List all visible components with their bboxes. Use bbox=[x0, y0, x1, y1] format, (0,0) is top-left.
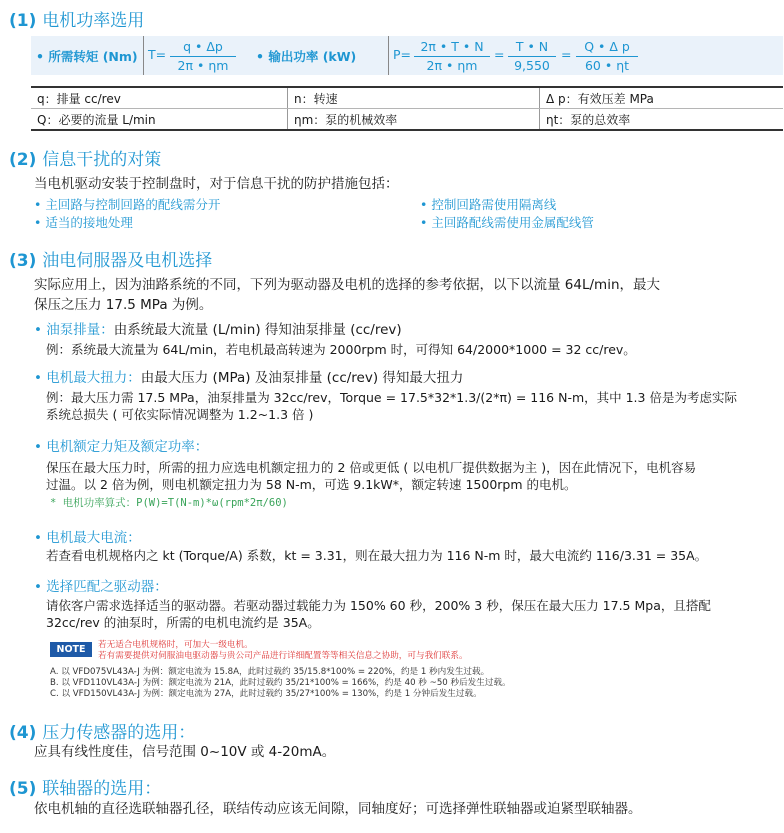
table-cell: q：排量 cc/rev bbox=[31, 87, 288, 109]
example-line: C. 以 VFD150VL43A-J 为例：额定电流为 27A，此时过载约 35/27*100% = 130%，约是 1 分钟后发生过载。 bbox=[50, 689, 482, 699]
table-cell: n：转速 bbox=[288, 87, 540, 109]
list-item-max-torque bbox=[34, 368, 463, 388]
item-heading: • 油泵排量： bbox=[34, 322, 114, 338]
fraction-denominator: 2π • ηm bbox=[414, 56, 490, 75]
bullet-item: • 主回路配线需使用金属配线管 bbox=[420, 215, 594, 230]
table-cell: Q：必要的流量 L/min bbox=[31, 109, 288, 131]
power-formula-eq: P= bbox=[393, 47, 412, 62]
body-text: 若查看电机规格内之 kt (Torque/A) 系数，kt = 3.31，则在最大扭力为 116 N-m 时，最大电流约 116/3.31 = 35A。 bbox=[46, 548, 708, 563]
item-heading: • 选择匹配之驱动器： bbox=[34, 579, 168, 595]
list-item-pump-displacement bbox=[34, 320, 402, 340]
body-text: 过温。以 2 倍为例，则电机额定扭力为 58 N-m，可选 9.1kW*，额定转速 1500rpm 的电机。 bbox=[46, 477, 577, 492]
section-4-heading bbox=[9, 718, 195, 743]
note-text: 若有需要提供对伺服油电驱动器与贵公司产品进行详细配置等等相关信息之协助，可与我们联系。 bbox=[98, 651, 468, 661]
torque-formula-fraction bbox=[170, 38, 236, 75]
example-text: 例：系统最大流量为 64L/min，若电机最高转速为 2000rpm 时，可得知 64/2000*1000 = 32 cc/rev。 bbox=[46, 342, 636, 357]
body-text: 保压在最大压力时，所需的扭力应选电机额定扭力的 2 倍或更低 ( 以电机厂提供数据为主 )，因在此情况下，电机容易 bbox=[46, 460, 697, 475]
variable-table bbox=[31, 86, 783, 131]
item-heading: • 电机最大扭力： bbox=[34, 370, 141, 386]
equals-sign: = bbox=[561, 47, 572, 62]
body-text: 请依客户需求选择适当的驱动器。若驱动器过载能力为 150% 60 秒，200% 3 秒，保压在最大压力 17.5 Mpa，且搭配 bbox=[46, 598, 711, 613]
table-row bbox=[31, 109, 783, 131]
torque-formula-label: • 所需转矩 (Nm) bbox=[36, 49, 138, 64]
power-formula-fraction-2 bbox=[508, 38, 556, 75]
item-heading: • 电机最大电流： bbox=[34, 530, 141, 546]
item-text: 由最大压力 (MPa) 及油泵排量 (cc/rev) 得知最大扭力 bbox=[140, 370, 464, 386]
bullet-item: • 控制回路需使用隔离线 bbox=[420, 197, 557, 212]
example-text: 系统总损失 ( 可依实际情况调整为 1.2~1.3 倍 ) bbox=[46, 407, 314, 422]
fraction-numerator: Q • Δ p bbox=[584, 39, 630, 54]
example-text: 例：最大压力需 17.5 MPa，油泵排量为 32cc/rev，Torque = 17.5*32*1.3/(2*π) = 116 N-m，其中 1.3 倍是为考虑实际 bbox=[46, 390, 737, 405]
fraction-numerator: 2π • T • N bbox=[420, 39, 484, 54]
paragraph: 依电机轴的直径选联轴器孔径，联结传动应该无间隙，同轴度好；可选择弹性联轴器或迫紧型联轴器。 bbox=[34, 801, 642, 817]
fraction-numerator: T • N bbox=[515, 39, 549, 54]
formula-divider bbox=[143, 36, 144, 75]
power-formula-note: * 电机功率算式：P(W)=T(N-m)*ω(rpm*2π/60) bbox=[50, 497, 288, 509]
note-badge: NOTE bbox=[50, 642, 92, 657]
power-formula-label: • 输出功率 (kW) bbox=[256, 49, 357, 64]
example-line: B. 以 VFD110VL43A-J 为例：额定电流为 21A，此时过载约 35/21*100% = 166%，约是 40 秒 ~50 秒后发生过载。 bbox=[50, 678, 511, 688]
fraction-denominator: 60 • ηt bbox=[576, 56, 638, 75]
body-text: 32cc/rev 的油泵时，所需的电机电流约是 35A。 bbox=[46, 615, 320, 630]
power-formula-fraction-1 bbox=[414, 38, 490, 75]
power-formula-fraction-3 bbox=[576, 38, 638, 75]
equals-sign: = bbox=[494, 47, 505, 62]
paragraph: 应具有线性度佳，信号范围 0~10V 或 4-20mA。 bbox=[34, 744, 336, 760]
note-text: 若无适合电机规格时，可加大一级电机。 bbox=[98, 640, 253, 650]
section-1-heading bbox=[9, 6, 144, 31]
section-title: 油电伺服器及电机选择 bbox=[42, 251, 213, 271]
section-title: 联轴器的选用： bbox=[42, 779, 162, 799]
table-cell: Δ p：有效压差 MPa bbox=[540, 87, 784, 109]
item-heading: • 电机额定力矩及额定功率： bbox=[34, 439, 209, 455]
item-text: 由系统最大流量 (L/min) 得知油泵排量 (cc/rev) bbox=[113, 322, 402, 338]
formula-divider bbox=[388, 36, 389, 75]
section-number: (5) bbox=[9, 779, 37, 799]
fraction-numerator: q • Δp bbox=[183, 39, 223, 54]
table-cell: ηm：泵的机械效率 bbox=[288, 109, 540, 131]
section-title: 压力传感器的选用： bbox=[42, 723, 196, 743]
paragraph: 实际应用上，因为油路系统的不同，下列为驱动器及电机的选择的参考依据，以下以流量 64L/min，最大 bbox=[34, 277, 660, 293]
section-title: 电机功率选用 bbox=[42, 11, 145, 31]
section-2-heading bbox=[9, 145, 161, 170]
section-5-heading bbox=[9, 774, 161, 799]
section-number: (2) bbox=[9, 150, 37, 170]
table-row bbox=[31, 87, 783, 109]
fraction-denominator: 2π • ηm bbox=[170, 56, 236, 75]
bullet-item: • 适当的接地处理 bbox=[34, 215, 133, 230]
section-number: (4) bbox=[9, 723, 37, 743]
example-line: A. 以 VFD075VL43A-J 为例：额定电流为 15.8A，此时过载约 35/15.8*100% = 220%，约是 1 秒内发生过载。 bbox=[50, 667, 490, 677]
bullet-item: • 主回路与控制回路的配线需分开 bbox=[34, 197, 221, 212]
torque-formula-eq: T= bbox=[148, 47, 167, 62]
paragraph: 保压之压力 17.5 MPa 为例。 bbox=[34, 297, 213, 313]
table-cell: ηt：泵的总效率 bbox=[540, 109, 784, 131]
section-number: (1) bbox=[9, 11, 37, 31]
fraction-denominator: 9,550 bbox=[508, 56, 556, 75]
section-title: 信息干扰的对策 bbox=[42, 150, 162, 170]
section-number: (3) bbox=[9, 251, 37, 271]
paragraph: 当电机驱动安装于控制盘时，对于信息干扰的防护措施包括： bbox=[34, 176, 399, 192]
section-3-heading bbox=[9, 246, 212, 271]
